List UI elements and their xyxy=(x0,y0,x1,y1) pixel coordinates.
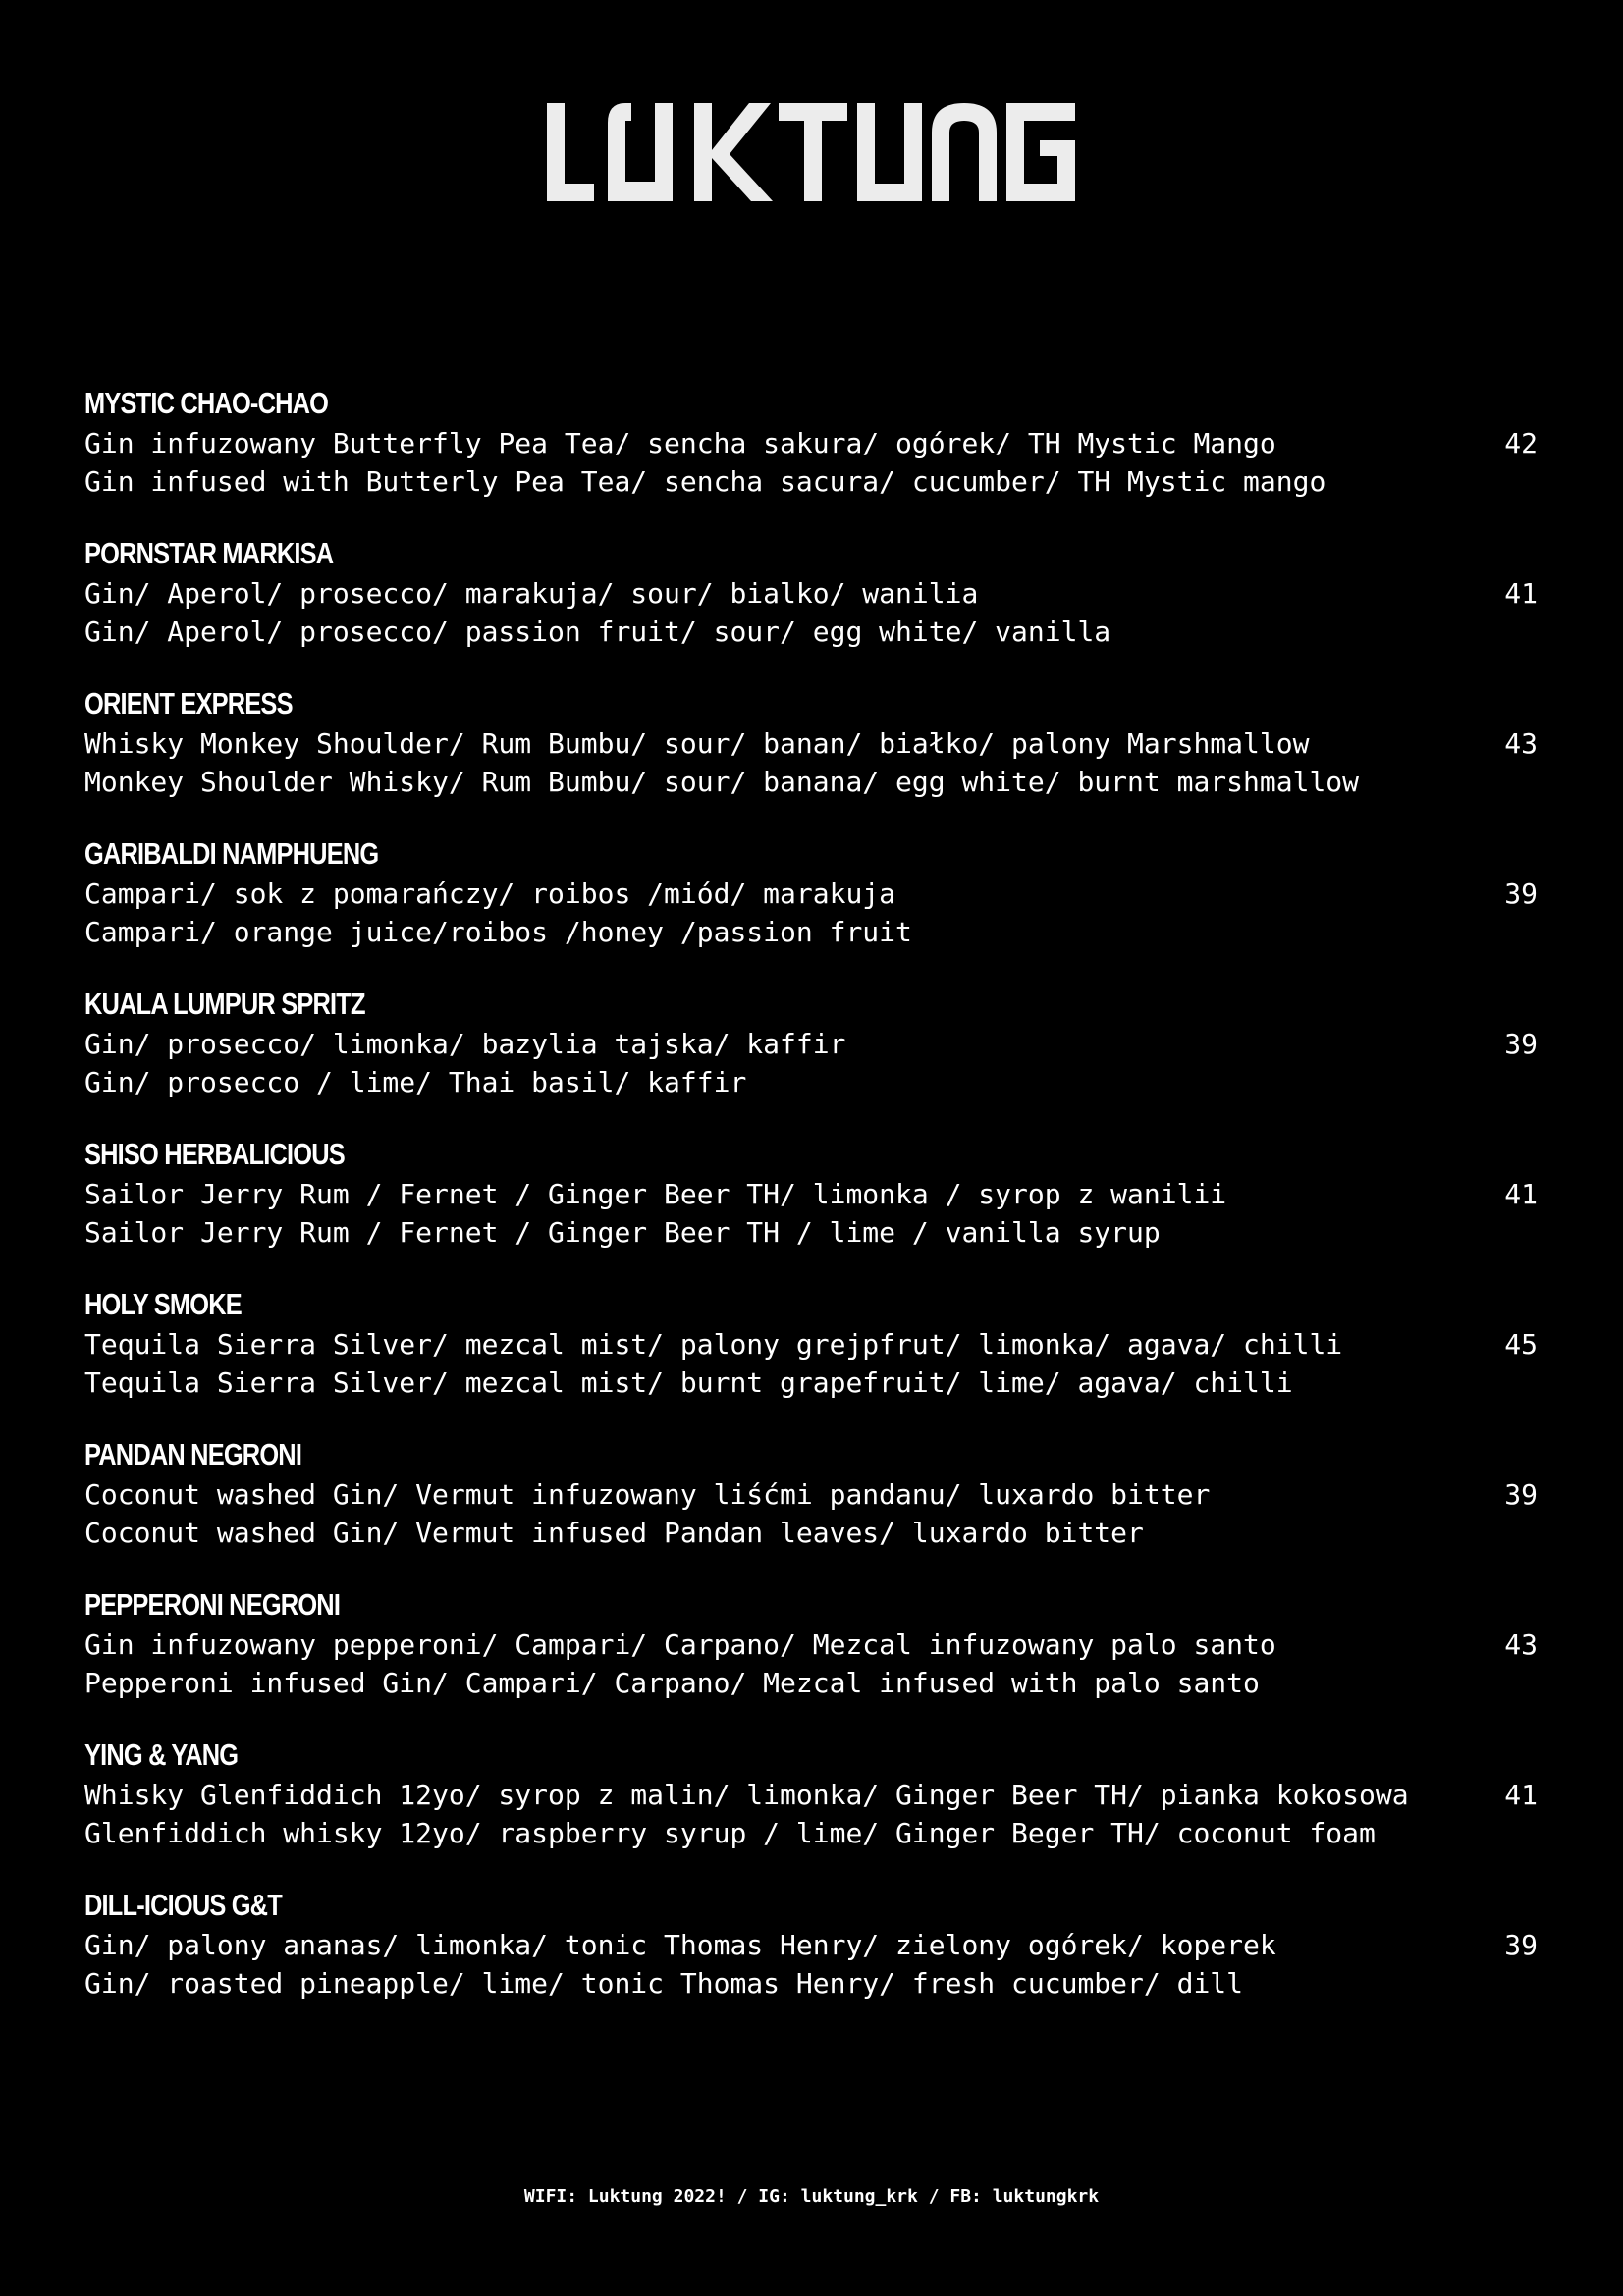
menu-item-description-pl: Gin/ prosecco/ limonka/ bazylia tajska/ kaffir xyxy=(84,1028,846,1060)
menu-item-description-en: Tequila Sierra Silver/ mezcal mist/ burnt grapefruit/ lime/ agava/ chilli xyxy=(84,1366,1293,1399)
menu-item-price: 45 xyxy=(1504,1328,1538,1361)
menu-item-description-en: Coconut washed Gin/ Vermut infused Pandan leaves/ luxardo bitter xyxy=(84,1517,1144,1549)
menu-item xyxy=(84,383,1538,501)
menu-item-price: 41 xyxy=(1504,1178,1538,1210)
menu-item-description-pl: Coconut washed Gin/ Vermut infuzowany liśćmi pandanu/ luxardo bitter xyxy=(84,1478,1211,1511)
menu-item-description-pl: Campari/ sok z pomarańczy/ roibos /miód/ marakuja xyxy=(84,878,896,910)
menu-item-name: DILL-ICIOUS G&T xyxy=(84,1888,282,1922)
menu-item-description-en: Campari/ orange juice/roibos /honey /passion fruit xyxy=(84,916,912,948)
menu-item xyxy=(84,533,1538,651)
brand-logo xyxy=(0,103,1623,211)
menu-item-description-en: Gin/ prosecco / lime/ Thai basil/ kaffir xyxy=(84,1066,747,1098)
menu-item-price: 39 xyxy=(1504,1929,1538,1961)
menu-item xyxy=(84,1284,1538,1402)
menu-item-description-pl: Whisky Glenfiddich 12yo/ syrop z malin/ limonka/ Ginger Beer TH/ pianka kokosowa xyxy=(84,1779,1409,1811)
menu-item-description-pl: Sailor Jerry Rum / Fernet / Ginger Beer TH/ limonka / syrop z wanilii xyxy=(84,1178,1227,1210)
menu-item-name: KUALA LUMPUR SPRITZ xyxy=(84,987,365,1021)
menu-item-description-en: Glenfiddich whisky 12yo/ raspberry syrup / lime/ Ginger Beger TH/ coconut foam xyxy=(84,1817,1376,1849)
menu-item-description-pl: Whisky Monkey Shoulder/ Rum Bumbu/ sour/ banan/ białko/ palony Marshmallow xyxy=(84,727,1310,760)
menu-item-description-en: Gin infused with Butterly Pea Tea/ sencha sacura/ cucumber/ TH Mystic mango xyxy=(84,465,1326,498)
menu-item-price: 43 xyxy=(1504,1629,1538,1661)
menu-item xyxy=(84,1584,1538,1702)
menu-item-name: PANDAN NEGRONI xyxy=(84,1437,302,1471)
menu-item-description-pl: Tequila Sierra Silver/ mezcal mist/ palony grejpfrut/ limonka/ agava/ chilli xyxy=(84,1328,1343,1361)
menu-item xyxy=(84,984,1538,1101)
menu-item-name: YING & YANG xyxy=(84,1737,239,1772)
menu-item-description-pl: Gin/ Aperol/ prosecco/ marakuja/ sour/ bialko/ wanilia xyxy=(84,577,979,610)
menu-item-name: SHISO HERBALICIOUS xyxy=(84,1137,345,1171)
menu-item-price: 41 xyxy=(1504,1779,1538,1811)
menu-item-name: MYSTIC CHAO-CHAO xyxy=(84,386,329,420)
menu-item-description-pl: Gin infuzowany pepperoni/ Campari/ Carpano/ Mezcal infuzowany palo santo xyxy=(84,1629,1276,1661)
menu-item-name: HOLY SMOKE xyxy=(84,1287,242,1321)
cocktail-menu xyxy=(84,383,1538,2035)
menu-item-description-pl: Gin/ palony ananas/ limonka/ tonic Thomas Henry/ zielony ogórek/ koperek xyxy=(84,1929,1276,1961)
menu-item xyxy=(84,1134,1538,1252)
menu-item-price: 43 xyxy=(1504,727,1538,760)
menu-item-price: 39 xyxy=(1504,1478,1538,1511)
menu-item-name: PEPPERONI NEGRONI xyxy=(84,1587,341,1622)
menu-item-name: PORNSTAR MARKISA xyxy=(84,536,334,570)
menu-item-description-en: Gin/ roasted pineapple/ lime/ tonic Thomas Henry/ fresh cucumber/ dill xyxy=(84,1967,1244,2000)
menu-item xyxy=(84,1885,1538,2002)
menu-item-description-en: Gin/ Aperol/ prosecco/ passion fruit/ sour/ egg white/ vanilla xyxy=(84,615,1111,648)
footer-social-info: WIFI: Luktung 2022! / IG: luktung_krk / FB: luktungkrk xyxy=(523,2186,1100,2207)
menu-item-description-en: Monkey Shoulder Whisky/ Rum Bumbu/ sour/ banana/ egg white/ burnt marshmallow xyxy=(84,766,1360,798)
menu-item-description-en: Pepperoni infused Gin/ Campari/ Carpano/ Mezcal infused with palo santo xyxy=(84,1667,1260,1699)
menu-item xyxy=(84,683,1538,801)
menu-item-description-en: Sailor Jerry Rum / Fernet / Ginger Beer TH / lime / vanilla syrup xyxy=(84,1216,1161,1249)
menu-item-name: GARIBALDI NAMPHUENG xyxy=(84,836,379,871)
menu-item-price: 41 xyxy=(1504,577,1538,610)
menu-item xyxy=(84,1434,1538,1552)
menu-item-price: 39 xyxy=(1504,878,1538,910)
luktung-logo-icon xyxy=(547,103,1077,201)
menu-item-name: ORIENT EXPRESS xyxy=(84,686,293,721)
menu-item xyxy=(84,833,1538,951)
menu-item-price: 39 xyxy=(1504,1028,1538,1060)
menu-item xyxy=(84,1735,1538,1852)
menu-item-description-pl: Gin infuzowany Butterfly Pea Tea/ sencha sakura/ ogórek/ TH Mystic Mango xyxy=(84,427,1276,459)
menu-item-price: 42 xyxy=(1504,427,1538,459)
